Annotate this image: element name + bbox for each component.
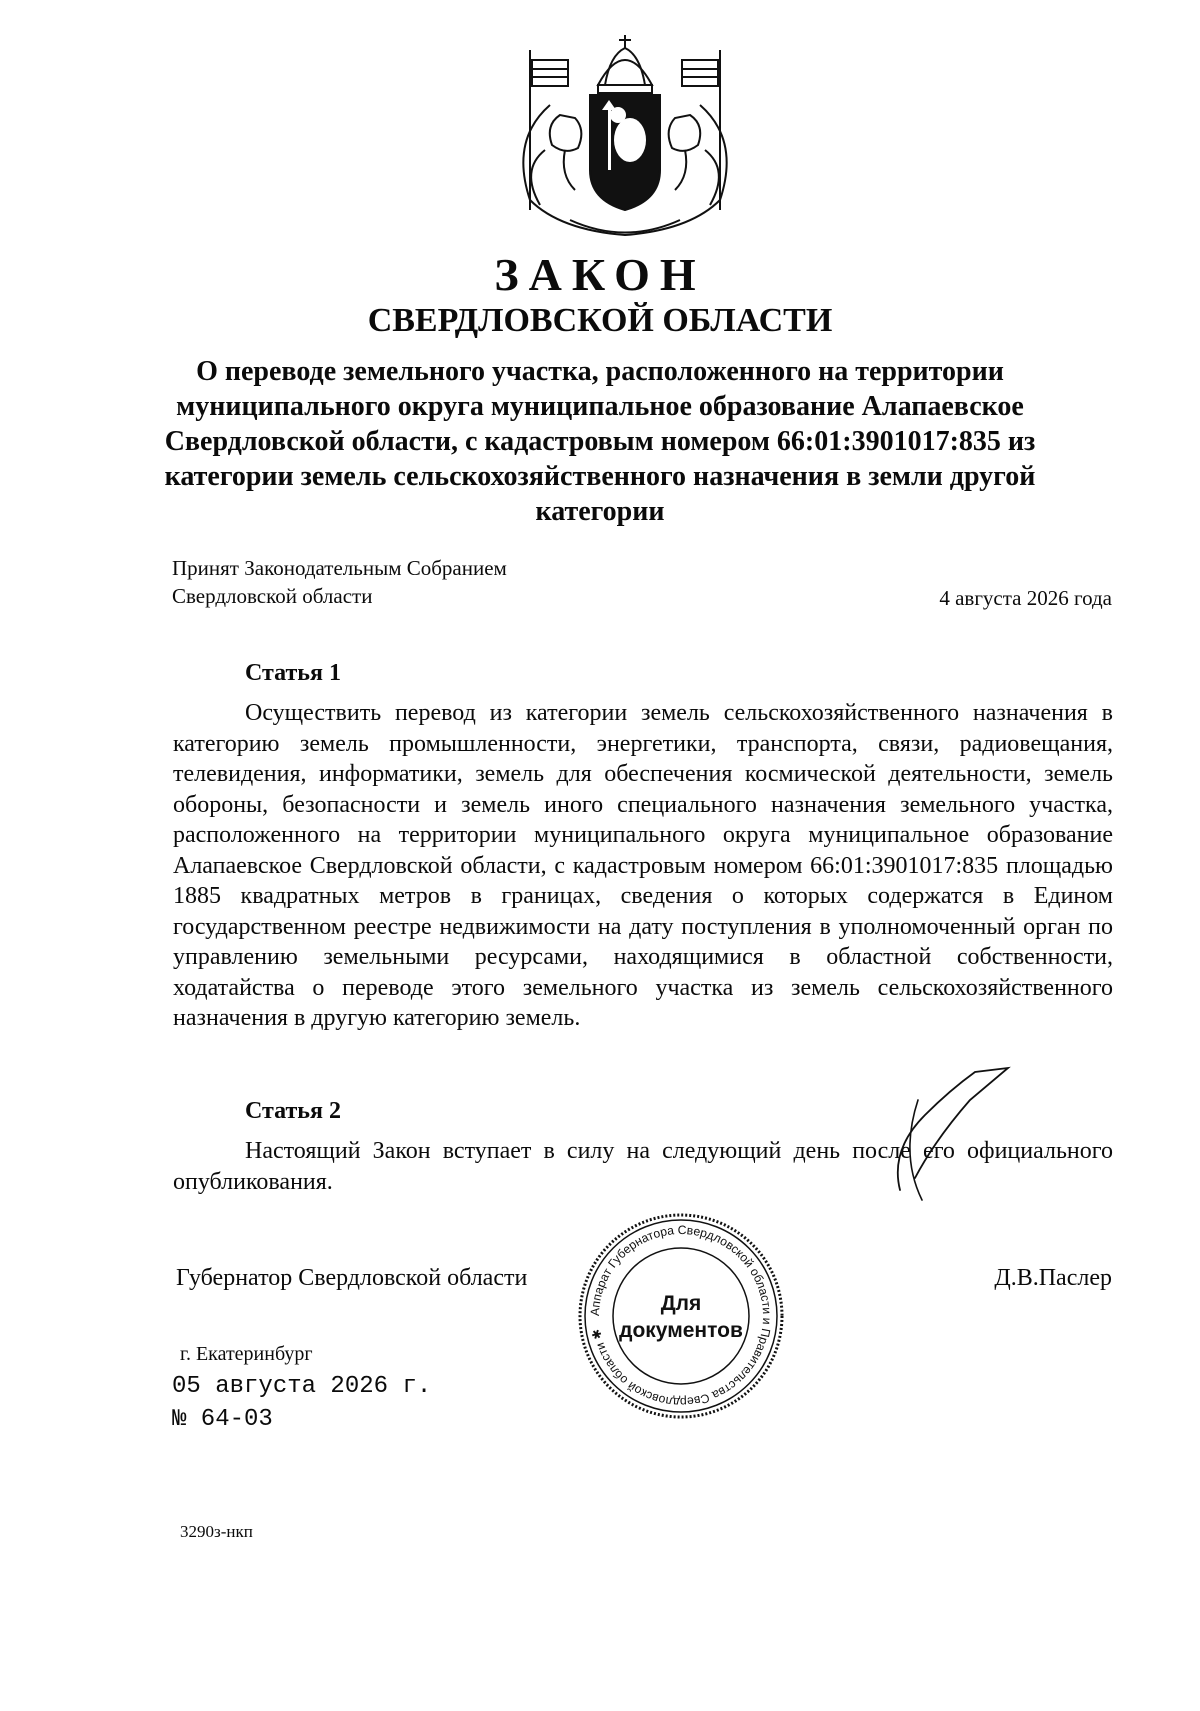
stamp-center-line2: документов (619, 1319, 743, 1342)
governor-name: Д.В.Паслер (994, 1265, 1112, 1291)
official-stamp (577, 1212, 785, 1420)
governor-title: Губернатор Свердловской области (176, 1265, 528, 1291)
article-1-text: Осуществить перевод из категории земель сельскохозяйственного назначения в категорию земель промышленности, энергетики, транспорта, связи, радиовещания, телевидения, информатики, земель для обеспечения космической деятельности, земель обороны, безопасности и земель иного специального назначения земельного участка, расположенного на территории муниципального округа муниципальное образование Алапаевское Свердловской области, с кадастровым номером 66:01:3901017:835 площадью 1885 квадратных метров в границах, сведения о которых содержатся в Едином государственном реестре недвижимости на дату поступления в уполномоченный орган по управлению земельными ресурсами, находящимися в областной собственности, ходатайства о переводе этого земельного участка из земель сельскохозяйственного назначения в другую категорию земель. (173, 700, 1113, 1031)
stamp-center-line1: Для (660, 1292, 702, 1315)
article-1-heading: Статья 1 (245, 660, 341, 686)
law-name: О переводе земельного участка, расположенного на территории муниципального округа муниципальное образование Алапаевское Свердловской области, с кадастровым номером 66:01:3901017:835 из категории земель сельскохозяйственного назначения в земли другой категории (164, 356, 1036, 527)
sign-date: 05 августа 2026 г. (172, 1373, 432, 1400)
adopted-date: 4 августа 2026 года (939, 586, 1112, 610)
sign-city: г. Екатеринбург (180, 1343, 313, 1365)
adopted-by-line1: Принят Законодательным Собранием (172, 556, 507, 580)
document-code: 3290з-нкп (180, 1522, 253, 1541)
adopted-by-line2: Свердловской области (172, 584, 373, 608)
document-region: СВЕРДЛОВСКОЙ ОБЛАСТИ (367, 302, 833, 339)
article-2-heading: Статья 2 (245, 1098, 341, 1124)
sign-number: № 64-03 (172, 1406, 273, 1433)
stamp-ring-text: Аппарат Губернатора Свердловской области и Правительства Свердловской области ✱ (587, 1222, 775, 1410)
coat-of-arms-icon (490, 30, 760, 245)
document-title: ЗАКОН (494, 249, 706, 300)
article-2-text: Настоящий Закон вступает в силу на следующий день после его официального опубликования. (173, 1138, 1113, 1195)
